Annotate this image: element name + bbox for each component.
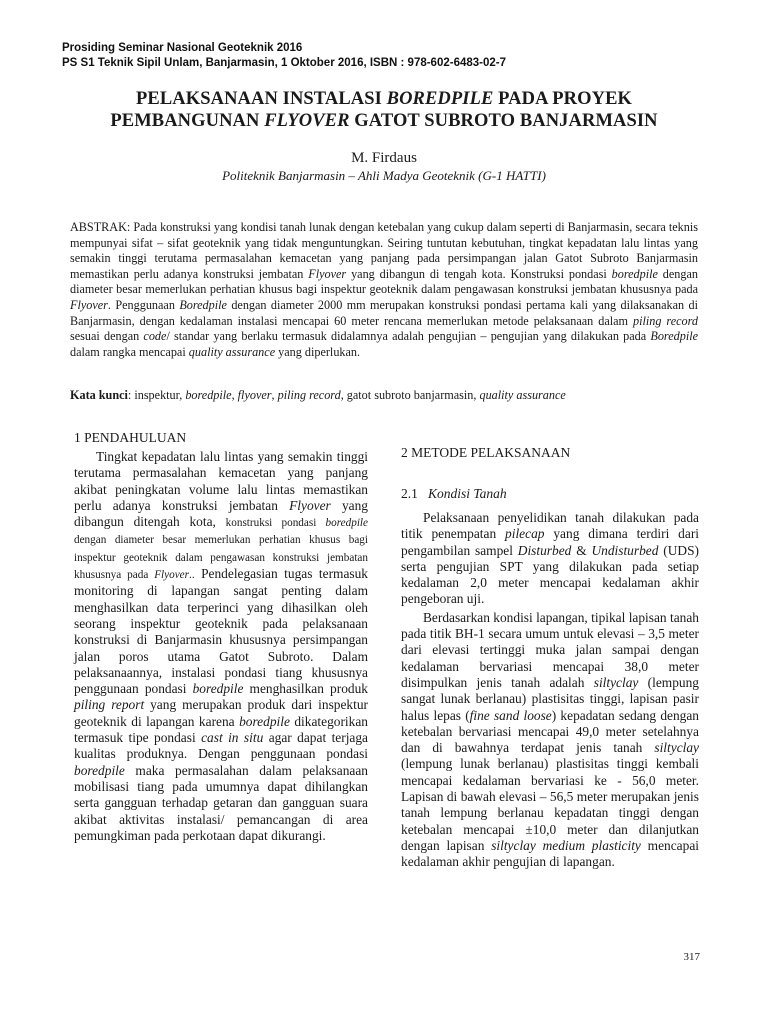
introduction-paragraph: Tingkat kepadatan lalu lintas yang semakin tinggi terutama permasalahan kemacetan yang panjang akibat peningkatan volume lalu lintas memastikan perlu adanya konstruksi jembatan Flyover yang dibangun ditengah kota, konstruksi pondasi boredpile dengan diameter besar memerlukan perhatian khusus bagi inspektur geoteknik dalam pengawasan konstruksi jembatan khususnya pada Flyover.. Pendelegasian tugas termasuk monitoring di lapangan sangat penting dalam menghasilkan data terperinci yang dihasilkan oleh seorang inspektur geoteknik pada pelaksanaan konstruksi di Banjarmasin khususnya persimpangan jalan poros utama Gatot Subroto. Dalam pelaksanaannya, instalasi pondasi tiang khususnya penggunaan pondasi boredpile menghasilkan produk piling report yang merupakan produk dari inspektur geoteknik di lapangan karena boredpile dikategorikan termasuk tipe pondasi cast in situ agar dapat terjaga kualitas produknya. Dengan penggunaan pondasi boredpile maka permasalahan dalam pelaksanaan mobilisasi tiang pada umumnya dapat dihilangkan serta gangguan terhadap getaran dan gangguan suara akibat aktivitas instalasi/ pemancangan di area pemungkiman pada perkotaan dapat dikurangi. — [74, 449, 369, 843]
title-line-1: PELAKSANAAN INSTALASI BOREDPILE PADA PROYEK — [136, 89, 632, 109]
section-heading-methods: 2 METODE PELAKSANAAN — [401, 445, 571, 460]
abstract-text: ABSTRAK: Pada konstruksi yang kondisi tanah lunak dengan ketebalan yang cukup dalam seperti di Banjarmasin, secara teknis mempunyai sifat – sifat geoteknik yang tidak menguntungkan. Seiring tuntutan kebutuhan, tingkat kepadatan lalu lintas yang semakin tinggi terutama permasalahan kemacetan yang panjang pada persimpangan jalan Gatot Subroto Banjarmasin memastikan perlu adanya konstruksi jembatan Flyover yang dibangun di tengah kota. Konstruksi pondasi boredpile dengan diameter besar memerlukan perhatian khusus bagi inspektur geoteknik dalam pengawasan konstruksi jembatan khususnya pada Flyover. Penggunaan Boredpile dengan diameter 2000 mm merupakan konstruksi pondasi pertama kali yang dilaksanakan di Banjarmasin, dengan kedalaman instalasi mencapai 60 meter rencana memerlukan metode pelaksanaan dalam piling record sesuai dengan code/ standar yang berlaku termasuk didalamnya adalah pengujian – pengujian yang dilakukan pada Boredpile dalam rangka mencapai quality assurance yang diperlukan. — [70, 220, 699, 359]
left-column — [74, 430, 368, 844]
paper-title — [62, 88, 706, 132]
keywords-label: Kata kunci — [70, 388, 128, 402]
keywords: Kata kunci: inspektur, boredpile, flyover, piling record, gatot subroto banjarmasin, quality assurance — [70, 388, 566, 402]
proceedings-header — [62, 41, 722, 71]
page-number: 317 — [683, 951, 700, 963]
author-affiliation: Politeknik Banjarmasin – Ahli Madya Geoteknik (G-1 HATTI) — [222, 168, 546, 183]
proceedings-details: PS S1 Teknik Sipil Unlam, Banjarmasin, 1 Oktober 2016, ISBN : 978-602-6483-02-7 — [62, 57, 507, 69]
proceedings-title: Prosiding Seminar Nasional Geoteknik 2016 — [62, 42, 303, 54]
author-name: M. Firdaus — [351, 150, 417, 166]
soil-investigation-paragraph: Pelaksanaan penyelidikan tanah dilakukan pada titik penempatan pilecap yang dimana terdiri dari pengambilan sampel Disturbed & Undisturbed (UDS) serta pengujian SPT yang dilakukan pada setiap kedalaman 2,0 meter mencapai kedalaman akhir pengeboran uji. — [401, 510, 699, 607]
section-heading-introduction: 1 PENDAHULUAN — [74, 430, 187, 445]
soil-layer-paragraph: Berdasarkan kondisi lapangan, tipikal lapisan tanah pada titik BH-1 secara umum untuk elevasi – 3,5 meter dari elevasi tertinggi muka jalan sampai dengan kedalaman bervariasi mencapai 38,0 meter disimpulkan jenis tanah adalah siltyclay (lempung sangat lunak berlanau) plastisitas tinggi, lapisan pasir halus lepas (fine sand loose) kepadatan sedang dengan ketebalan bervariasi mencapai 49,0 meter setelahnya dan di bawahnya terdapat jenis tanah siltyclay (lempung lunak berlanau) plastisitas tinggi kembali mencapai kedalaman bervariasi ke - 56,0 meter. Lapisan di bawah elevasi – 56,5 meter merupakan jenis tanah lempung berlanau kepadatan tinggi dengan ketebalan mencapai ±10,0 meter dan dilanjutkan dengan lapisan siltyclay medium plasticity mencapai kedalaman akhir pengujian di lapangan. — [401, 609, 700, 870]
subsection-heading-soil: 2.1 Kondisi Tanah — [401, 486, 507, 501]
right-column — [401, 445, 699, 871]
abstract — [70, 220, 698, 360]
title-line-2: PEMBANGUNAN FLYOVER GATOT SUBROTO BANJARMASIN — [110, 111, 658, 131]
